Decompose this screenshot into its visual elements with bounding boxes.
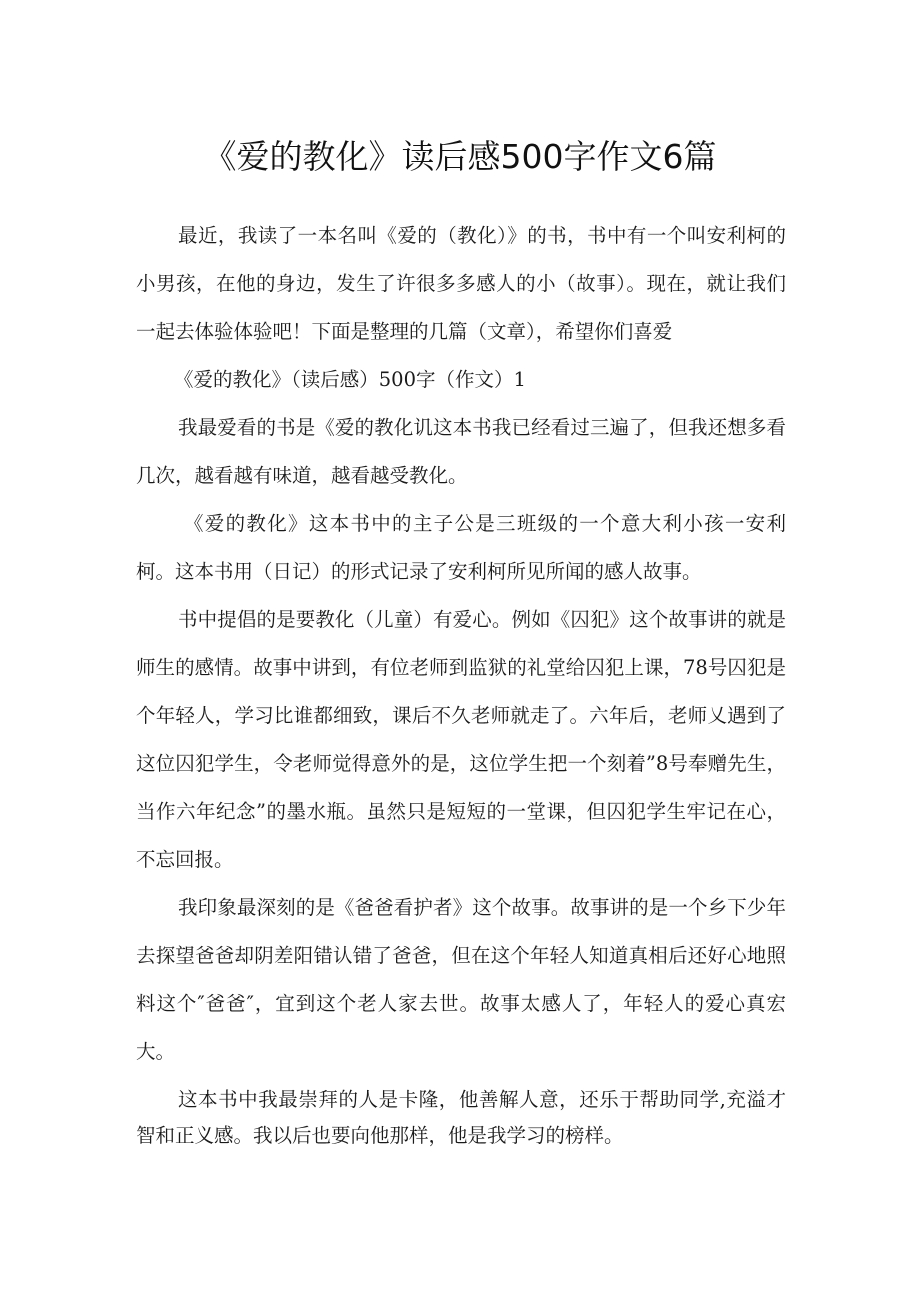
body-paragraph: 这本书中我最崇拜的人是卡隆，他善解人意，还乐于帮助同学,充溢才智和正义感。我以后也要向他那样，他是我学习的榜样。 <box>136 1088 786 1147</box>
body-paragraph: 我最爱看的书是《爱的教化讥这本书我已经看过三遍了，但我还想多看几次，越看越有味道，越看越受教化。 <box>136 416 786 487</box>
body-paragraph: 书中提倡的是要教化（儿童）有爱心。例如《囚犯》这个故事讲的就是师生的感情。故事中讲到，有位老师到监狱的礼堂给囚犯上课，78号囚犯是个年轻人，学习比谁都细致，课后不久老师就走了。六年后，老师乂遇到了这位囚犯学生，令老师觉得意外的是，这位学生把一个刻着”8号奉赠先生，当作六年纪念”的墨水瓶。虽然只是短短的一堂课，但囚犯学生牢记在心，不忘回报。 <box>136 608 786 871</box>
document-title: 《爱的教化》读后感500字作文6篇 <box>203 137 717 176</box>
body-paragraph: 我印象最深刻的是《爸爸看护者》这个故事。故事讲的是一个乡下少年去探望爸爸却阴差阳错认错了爸爸，但在这个年轻人知道真相后还好心地照料这个″爸爸″，宜到这个老人家去世。故事太感人了，年轻人的爱心真宏大。 <box>136 896 786 1063</box>
intro-paragraph: 最近，我读了一本名叫《爱的（教化）》的书，书中有一个叫安利柯的小男孩，在他的身边，发生了许很多多感人的小（故事）。现在，就让我们一起去体验体验吧！下面是整理的几篇（文章），希望你们喜爱 <box>136 224 786 343</box>
section-heading: 《爱的教化》（读后感）500字（作文）1 <box>174 368 526 391</box>
body-paragraph: 《爱的教化》这本书中的主子公是三班级的一个意大利小孩一安利柯。这本书用（日记）的形式记录了安利柯所见所闻的感人故事。 <box>136 512 786 583</box>
document-body <box>136 212 786 1154</box>
